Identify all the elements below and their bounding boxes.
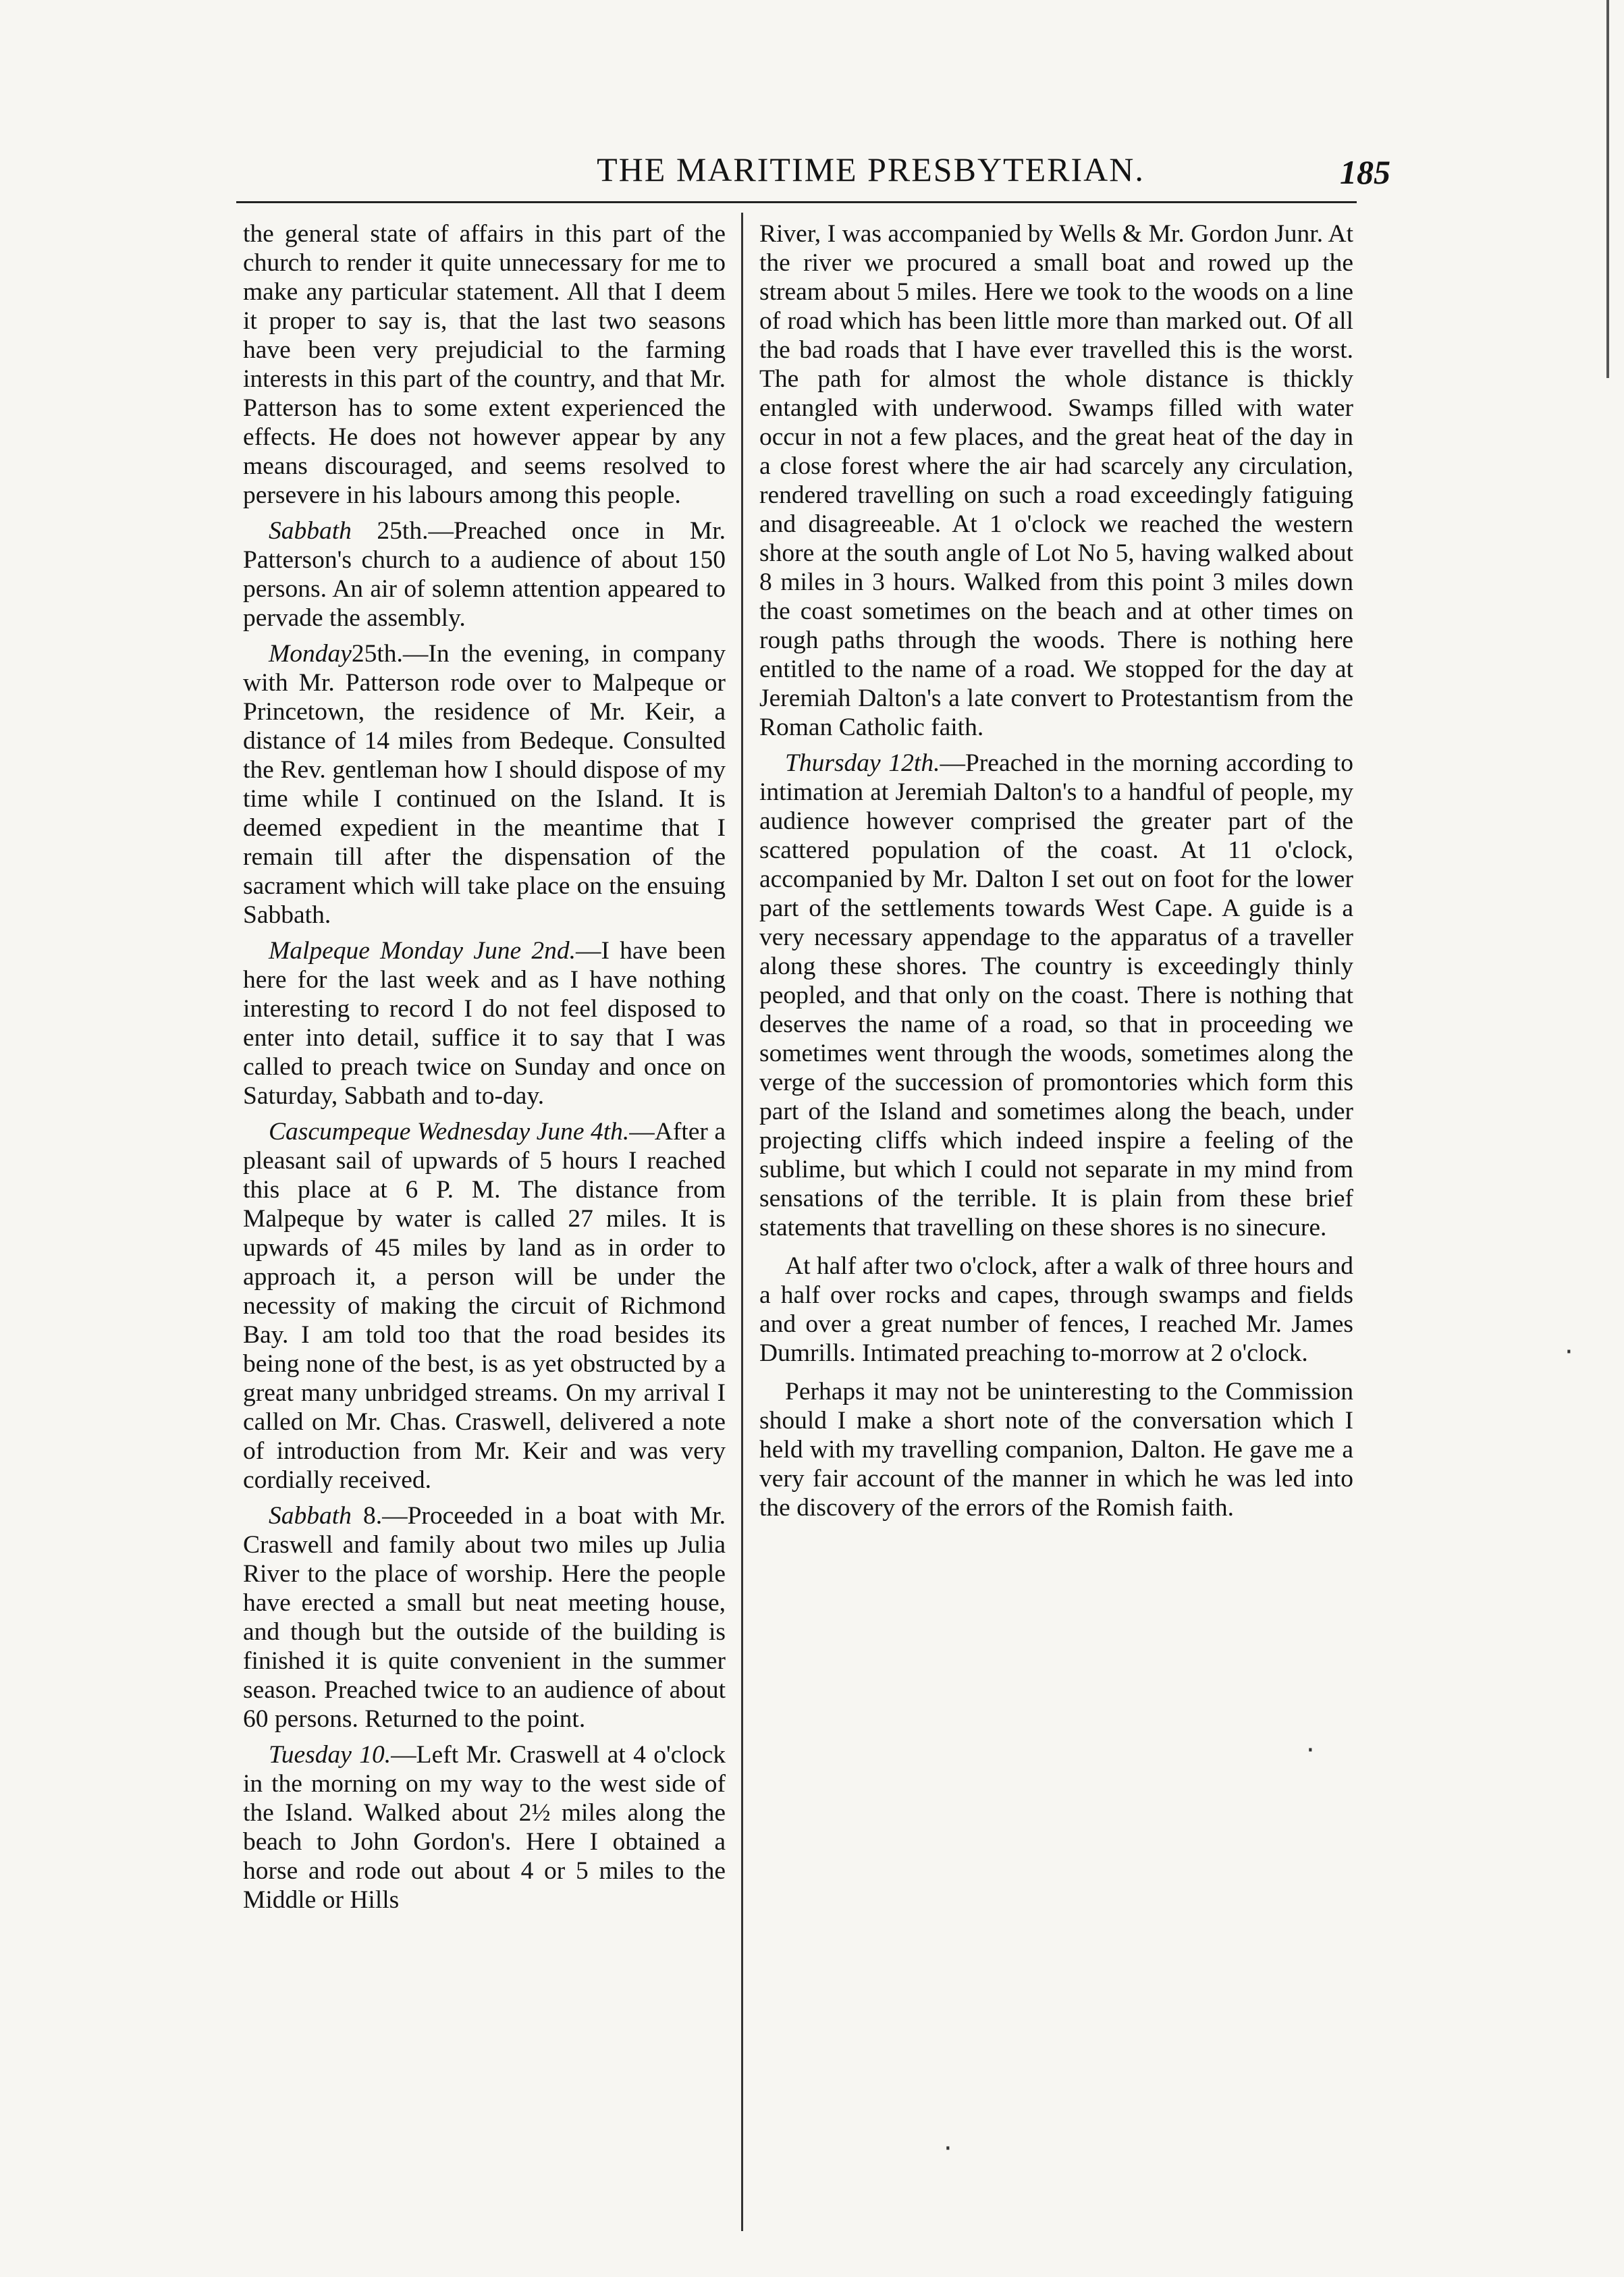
- paragraph: [243, 516, 726, 633]
- entry-text: —After a pleasant sail of upwards of 5 hours I reached this place at 6 P. M. The distance from Malpeque by water is called 27 miles. It is upwards of 45 miles by land as in order to approach it, a person will be under the necessity of making the circuit of Richmond Bay. I am told too that the road besides its being none of the best, is as yet obstructed by a great many unbridged streams. On my arrival I called on Mr. Chas. Craswell, delivered a note of introduction from Mr. Keir and was very cordially received.: [243, 1118, 726, 1494]
- entry-text: 25th.—Preached once in Mr. Patterson's church to a audience of about 150 persons. An air of solemn attention appeared to pervade the assembly.: [243, 517, 726, 632]
- paragraph: [243, 1740, 726, 1914]
- scan-speck: ·: [1306, 1735, 1315, 1766]
- entry-date: Tuesday 10.: [269, 1741, 391, 1769]
- entry-text: —Preached in the morning according to intimation at Jeremiah Dalton's to a handful of people, my audience however comprised the greater part of the scattered population of the coast. At 11 o'clock, accompanied by Mr. Dalton I set out on foot for the lower part of the settlements towards West Cape. A guide is a very necessary appendage to the apparatus of a traveller along these shores. The country is exceedingly thinly peopled, and that only on the coast. There is nothing that deserves the name of a road, so that in proceeding we sometimes went through the woods, sometimes along the verge of the succession of promontories which form this part of the Island and sometimes along the beach, under projecting cliffs which indeed inspire a feeling of the sublime, but which I could not separate in my mind from sensations of the terrible. It is plain from these brief statements that travelling on these shores is no sinecure.: [759, 749, 1353, 1241]
- entry-date: Cascumpeque Wednesday June 4th.: [269, 1118, 630, 1146]
- left-column: [243, 219, 726, 1921]
- right-column: [759, 219, 1353, 1529]
- entry-date: Malpeque Monday June 2nd.: [269, 937, 576, 965]
- paragraph: [243, 936, 726, 1110]
- entry-date: Thursday 12th.: [785, 749, 940, 777]
- page-edge-line: [1606, 0, 1609, 378]
- scan-speck: ·: [944, 2133, 952, 2164]
- paragraph: At half after two o'clock, after a walk of three hours and a half over rocks and capes, through swamps and fields and over a great number of fences, I reached Mr. James Dumrills. Intimated preaching to-morrow at 2 o'clock.: [759, 1252, 1353, 1367]
- running-header: THE MARITIME PRESBYTERIAN.: [597, 151, 1145, 188]
- scan-speck: ·: [1565, 1337, 1573, 1368]
- paragraph: Perhaps it may not be uninteresting to the Commission should I make a short note of the conversation which I held with my travelling companion, Dalton. He gave me a very fair account of the manner in which he was led into the discovery of the errors of the Romish faith.: [759, 1378, 1353, 1522]
- entry-date: Sabbath: [269, 517, 352, 545]
- paragraph: [243, 1117, 726, 1495]
- paragraph: River, I was accompanied by Wells & Mr. Gordon Junr. At the river we procured a small boat and rowed up the stream about 5 miles. Here we took to the woods on a line of road which has been little more than marked out. Of all the bad roads that I have ever travelled this is the worst. The path for almost the whole distance is thickly entangled with underwood. Swamps filled with water occur in not a few places, and the great heat of the day in a close forest where the air had scarcely any circulation, rendered travelling on such a road exceedingly fatiguing and disagreeable. At 1 o'clock we reached the western shore at the south angle of Lot No 5, having walked about 8 miles in 3 hours. Walked from this point 3 miles down the coast sometimes on the beach and at other times on rough paths through the woods. There is nothing here entitled to the name of a road. We stopped for the day at Jeremiah Dalton's a late convert to Protestantism from the Roman Catholic faith.: [759, 220, 1353, 741]
- entry-text: —Left Mr. Craswell at 4 o'clock in the morning on my way to the west side of the Island. Walked about 2½ miles along the beach to John Gordon's. Here I obtained a horse and rode out about 4 or 5 miles to the Middle or Hills: [243, 1741, 726, 1914]
- entry-text: 25th.—In the evening, in company with Mr. Patterson rode over to Malpeque or Princetown, the residence of Mr. Keir, a distance of 14 miles from Bedeque. Consulted the Rev. gentleman how I should dispose of my time while I continued on the Island. It is deemed expedient in the meantime that I remain till after the dispensation of the sacrament which will take place on the ensuing Sabbath.: [243, 640, 726, 929]
- entry-date: Monday: [269, 640, 352, 668]
- paragraph: the general state of affairs in this part of the church to render it quite unnecessary for me to make any particular statement. All that I deem it proper to say is, that the last two seasons have been very prejudicial to the farming interests in this part of the country, and that Mr. Patterson has to some extent experienced the effects. He does not however appear by any means discouraged, and seems resolved to persevere in his labours among this people.: [243, 220, 726, 509]
- paragraph: [759, 749, 1353, 1242]
- header-rule: [236, 201, 1357, 203]
- entry-date: Sabbath: [269, 1502, 352, 1530]
- page-number: 185: [1340, 153, 1390, 191]
- paragraph: [243, 1501, 726, 1734]
- entry-text: 8.—Proceeded in a boat with Mr. Craswell and family about two miles up Julia River to the place of worship. Here the people have erected a small but neat meeting house, and though but the outside of the building is finished it is quite convenient in the summer season. Preached twice to an audience of about 60 persons. Returned to the point.: [243, 1502, 726, 1733]
- entry-text: —I have been here for the last week and as I have nothing interesting to record I do not feel disposed to enter into detail, suffice it to say that I was called to preach twice on Sunday and once on Saturday, Sabbath and to-day.: [243, 937, 726, 1110]
- column-divider: [741, 213, 743, 2231]
- paragraph: [243, 639, 726, 930]
